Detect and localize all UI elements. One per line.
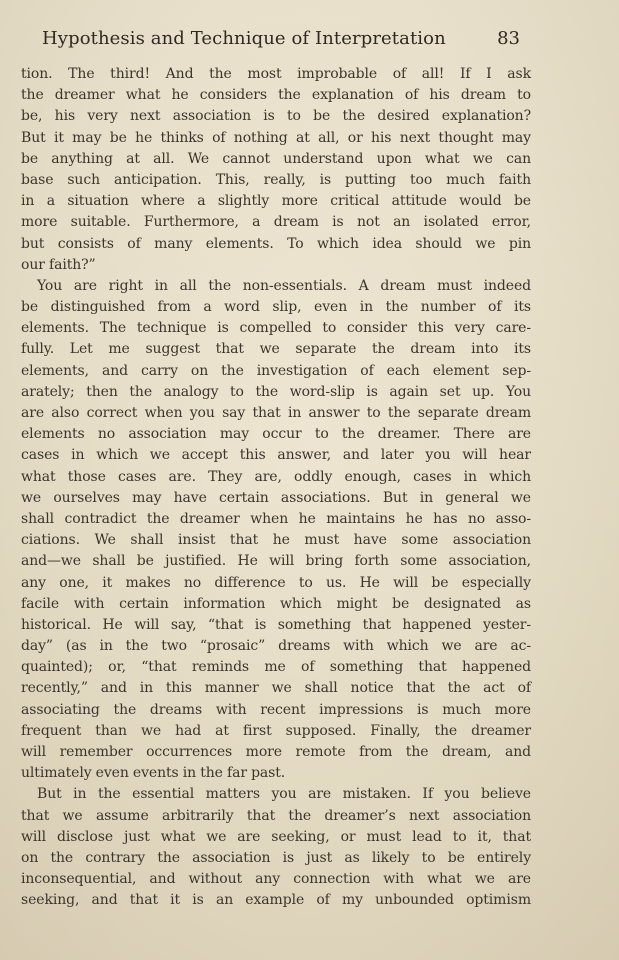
text-line: fully. Let me suggest that we separate the dream into its bbox=[21, 341, 531, 358]
body-text bbox=[21, 64, 531, 912]
text-line: ultimately even events in the far past. bbox=[21, 765, 286, 782]
text-line: our faith?” bbox=[21, 256, 96, 273]
text-line: will disclose just what we are seeking, or must lead to it, that bbox=[21, 828, 531, 845]
text-line: recently,” and in this manner we shall notice that the act of bbox=[21, 680, 531, 697]
text-line: in a situation where a slightly more critical attitude would be bbox=[21, 193, 531, 210]
page-header bbox=[42, 28, 520, 54]
text-line: arately; then the analogy to the word-slip is again set up. You bbox=[21, 383, 531, 400]
text-line: that we assume arbitrarily that the dreamer’s next association bbox=[21, 807, 531, 824]
text-line: But it may be he thinks of nothing at all, or his next thought may bbox=[21, 129, 531, 146]
text-line: any one, it makes no difference to us. He will be especially bbox=[21, 574, 531, 591]
text-line: You are right in all the non-essentials. A dream must indeed bbox=[37, 277, 531, 294]
text-line: ciations. We shall insist that he must have some association bbox=[21, 532, 531, 549]
text-line: But in the essential matters you are mistaken. If you believe bbox=[37, 786, 531, 803]
paragraph bbox=[21, 276, 531, 785]
text-line: cases in which we accept this answer, and later you will hear bbox=[21, 447, 531, 464]
text-line: be distinguished from a word slip, even in the number of its bbox=[21, 299, 531, 316]
text-line: seeking, and that it is an example of my unbounded optimism bbox=[21, 892, 531, 909]
text-line: frequent than we had at first supposed. Finally, the dreamer bbox=[21, 722, 531, 739]
text-line: facile with certain information which might be designated as bbox=[21, 595, 531, 612]
text-line: more suitable. Furthermore, a dream is not an isolated error, bbox=[21, 214, 531, 231]
text-line: quainted); or, “that reminds me of something that happened bbox=[21, 659, 531, 676]
text-line: we ourselves may have certain associations. But in general we bbox=[21, 489, 531, 506]
text-line: shall contradict the dreamer when he maintains he has no asso- bbox=[21, 510, 531, 527]
text-line: and—we shall be justified. He will bring forth some association, bbox=[21, 553, 531, 570]
running-head: Hypothesis and Technique of Interpretation bbox=[42, 28, 446, 49]
text-line: elements no association may occur to the dreamer. There are bbox=[21, 426, 531, 443]
text-line: what those cases are. They are, oddly enough, cases in which bbox=[21, 468, 531, 485]
text-line: associating the dreams with recent impressions is much more bbox=[21, 701, 531, 718]
text-line: elements. The technique is compelled to consider this very care- bbox=[21, 320, 531, 337]
text-line: be anything at all. We cannot understand upon what we can bbox=[21, 150, 531, 167]
text-line: day” (as in the two “prosaic” dreams with which we are ac- bbox=[21, 638, 531, 655]
text-line: are also correct when you say that in answer to the separate dream bbox=[21, 405, 531, 421]
text-line: but consists of many elements. To which idea should we pin bbox=[21, 235, 531, 252]
text-line: base such anticipation. This, really, is putting too much faith bbox=[21, 171, 531, 188]
text-line: be, his very next association is to be the desired explanation? bbox=[21, 108, 531, 125]
text-line: inconsequential, and without any connection with what we are bbox=[21, 871, 531, 888]
text-line: tion. The third! And the most improbable of all! If I ask bbox=[21, 66, 531, 82]
text-line: historical. He will say, “that is something that happened yester- bbox=[21, 616, 531, 633]
text-line: elements, and carry on the investigation of each element sep- bbox=[21, 362, 531, 379]
text-line: on the contrary the association is just as likely to be entirely bbox=[21, 849, 531, 866]
paragraph bbox=[21, 64, 531, 276]
text-line: will remember occurrences more remote from the dream, and bbox=[21, 744, 531, 760]
page-number: 83 bbox=[497, 28, 520, 49]
paragraph bbox=[21, 784, 531, 911]
text-line: the dreamer what he considers the explanation of his dream to bbox=[21, 87, 531, 104]
